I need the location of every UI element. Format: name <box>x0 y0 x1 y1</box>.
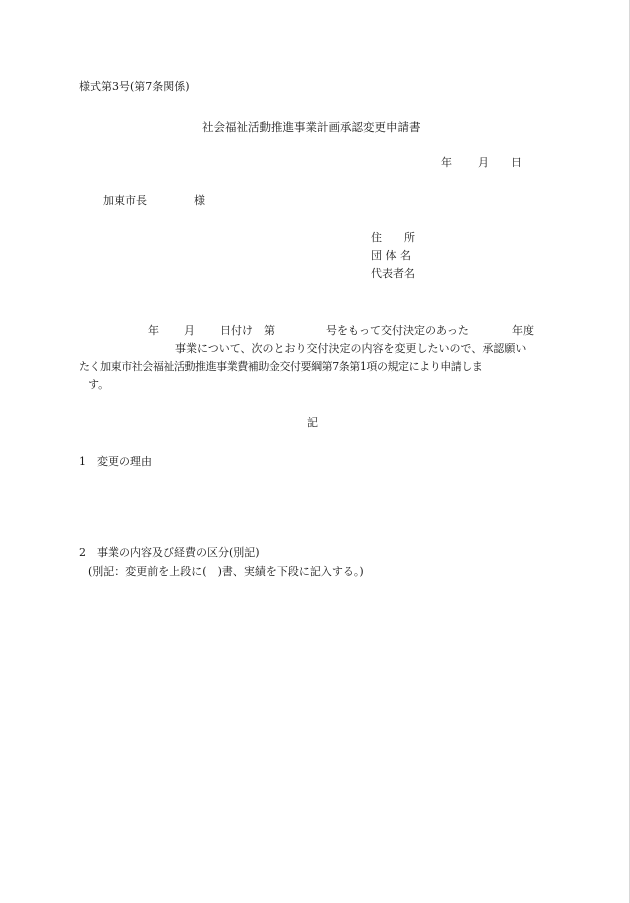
body-line-2: 事業について、次のとおり交付決定の内容を変更したいので、承認願い <box>175 342 527 355</box>
body-number: 号をもって交付決定のあった <box>326 324 469 337</box>
body-year: 年 <box>148 324 159 337</box>
item-2-label: 2 事業の内容及び経費の区分(別記) <box>79 546 260 559</box>
body-month: 月 <box>184 324 195 337</box>
document-title: 社会福祉活動推進事業計画承認変更申請書 <box>202 120 421 134</box>
applicant-rep-label: 代表者名 <box>371 267 415 280</box>
date-month-label: 月 <box>478 156 489 169</box>
body-dated: 日付け 第 <box>220 324 275 337</box>
date-day-label: 日 <box>511 156 522 169</box>
body-fiscal-year: 年度 <box>512 324 534 337</box>
body-line-3: たく加東市社会福祉活動推進事業費補助金交付要綱第7条第1項の規定により申請しま <box>79 360 483 373</box>
addressee-honorific: 様 <box>194 194 205 207</box>
item-2-note: (別記：変更前を上段に( )書、実績を下段に記入する。) <box>88 565 364 578</box>
date-year-label: 年 <box>441 156 452 169</box>
ki-heading: 記 <box>307 416 318 429</box>
applicant-address-label: 住 所 <box>371 231 415 244</box>
addressee-name: 加東市長 <box>103 194 147 207</box>
item-1-label: 1 変更の理由 <box>79 455 152 468</box>
form-number: 様式第3号(第7条関係) <box>79 80 190 93</box>
body-line-4: す。 <box>88 378 110 391</box>
applicant-group-label: 団 体 名 <box>371 249 411 262</box>
